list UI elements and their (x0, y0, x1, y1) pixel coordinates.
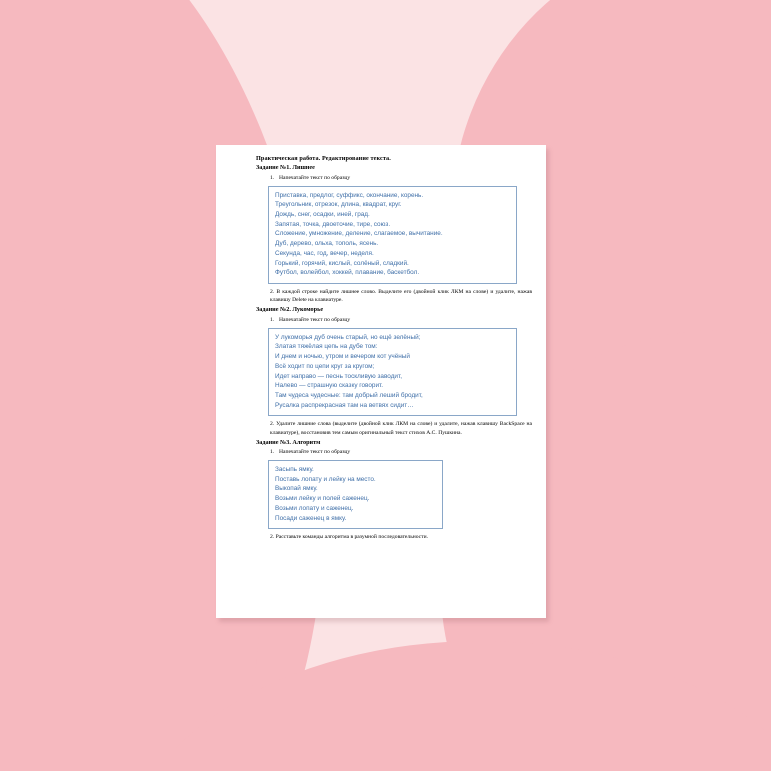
task3-textbox[interactable] (268, 460, 443, 529)
task1-line-6: Дуб, дерево, ольха, тополь, ясень. (275, 240, 379, 248)
task2-step2-text: Удалите лишние слова (выделите (двойной клик ЛКМ на слове) и удалите, нажав клавишу BackSpace на клавиатуре), восстановив тем самым оригинальный текст стихов А.С. Пушкина. (270, 421, 532, 436)
task3-step2 (270, 533, 532, 541)
task3-step2-text: Расставьте команды алгоритма в разумной последовательности. (275, 534, 429, 541)
task1-line-1: Приставка, предлог, суффикс, окончание, корень. (275, 191, 424, 199)
task3-step1-number: 1. (270, 449, 275, 456)
task2-step2 (270, 420, 532, 436)
task1-step1-number: 1. (270, 174, 275, 181)
task1-step1-text: Напечатайте текст по образцу (279, 174, 351, 181)
task1-step1 (270, 175, 532, 183)
task2-step1-number: 1. (270, 316, 275, 323)
task3-line-4: Возьми лейку и полей саженец. (275, 495, 370, 503)
task1-title: Задание №1. Лишнее (256, 164, 315, 172)
task3-step2-number: 2. (270, 534, 275, 541)
task2-line-5: Идет направо — песнь тоскливую заводит, (275, 372, 402, 380)
task3-line-3: Выкопай ямку. (275, 485, 318, 493)
task1-textbox[interactable] (268, 186, 517, 285)
task2-line-4: Всё ходит по цепи круг за кругом; (275, 362, 375, 370)
task1-line-7: Секунда, час, год, вечер, неделя. (275, 249, 374, 257)
task2-line-7: Там чудеса чудесные: там добрый леший бродит, (275, 391, 423, 399)
task2-line-6: Налево — страшную сказку говорит. (275, 382, 384, 390)
task1-line-8: Горький, горячий, кислый, солёный, сладкий. (275, 259, 409, 267)
task1-step2-text: В каждой строке найдите лишнее слово. Выделите его (двойной клик ЛКМ на слове) и удалите, нажав клавишу Delete на клавиатуре. (270, 289, 532, 304)
task3-line-6: Посади саженец в ямку. (275, 514, 347, 522)
task2-line-1: У лукоморья дуб очень старый, но ещё зелёный; (275, 333, 421, 341)
task2-step1 (270, 317, 532, 325)
task3-step1 (270, 449, 532, 457)
task2-textbox[interactable] (268, 328, 517, 417)
task1-line-4: Запятая, точка, двоеточие, тире, союз. (275, 220, 391, 228)
task2-step2-number: 2. (270, 421, 275, 428)
task2-title: Задание №2. Лукоморье (256, 306, 324, 314)
document-heading: Практическая работа. Редактирование текста. (256, 155, 391, 162)
document-page (216, 145, 546, 618)
task3-title: Задание №3. Алгоритм (256, 438, 321, 446)
task1-line-2: Треугольник, отрезок, длина, квадрат, круг. (275, 201, 402, 209)
task2-line-2: Златая тяжёлая цепь на дубе том: (275, 343, 378, 351)
task2-line-3: И днем и ночью, утром и вечером кот учёный (275, 353, 410, 361)
task1-line-9: Футбол, волейбол, хоккей, плавание, баскетбол. (275, 269, 420, 277)
task1-step2 (270, 288, 532, 304)
task2-line-8: Русалка распрекрасная там на ветвях сидит… (275, 401, 414, 409)
task1-line-5: Сложение, умножение, деление, слагаемое, вычитание. (275, 230, 443, 238)
task1-line-3: Дождь, снег, осадки, иней, град. (275, 211, 370, 219)
task3-line-2: Поставь лопату и лейку на место. (275, 475, 376, 483)
task3-line-5: Возьми лопату и саженец. (275, 504, 354, 512)
task3-step1-text: Напечатайте текст по образцу (279, 449, 351, 456)
task1-step2-number: 2. (270, 289, 275, 296)
task2-step1-text: Напечатайте текст по образцу (279, 316, 351, 323)
task3-line-1: Засыпь ямку. (275, 465, 314, 473)
